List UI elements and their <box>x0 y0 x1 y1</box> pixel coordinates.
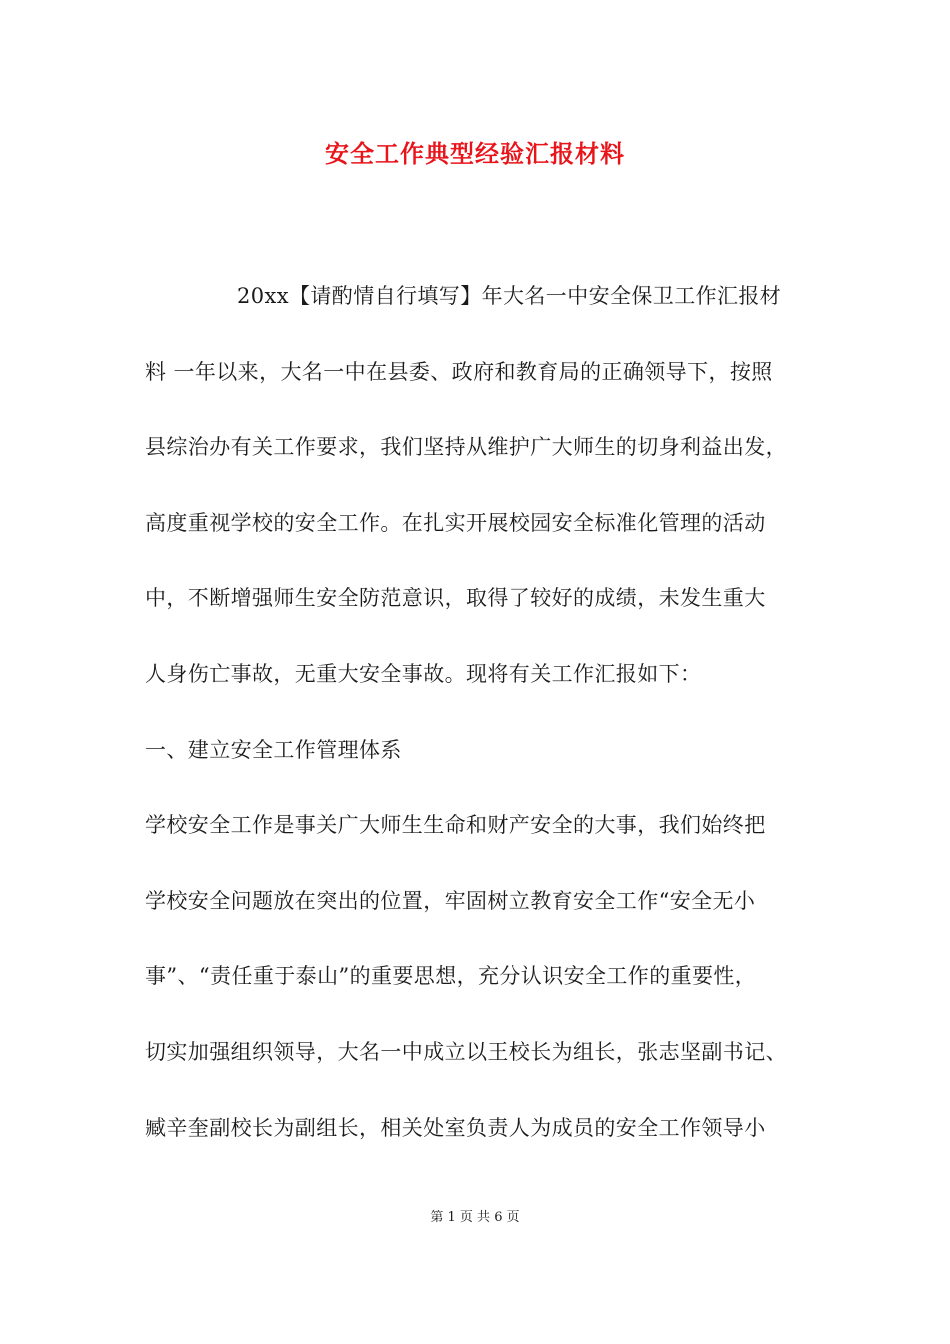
document-title: 安全工作典型经验汇报材料 <box>325 139 625 168</box>
body-line: 中，不断增强师生安全防范意识，取得了较好的成绩，未发生重大 <box>145 586 766 611</box>
document-body <box>145 276 815 1183</box>
body-line: 高度重视学校的安全工作。在扎实开展校园安全标准化管理的活动 <box>145 510 766 535</box>
body-line: 人身伤亡事故，无重大安全事故。现将有关工作汇报如下： <box>145 661 702 686</box>
page-number-footer: 第 1 页 共 6 页 <box>430 1210 520 1225</box>
body-line: 臧辛奎副校长为副组长，相关处室负责人为成员的安全工作领导小 <box>145 1115 766 1140</box>
body-line: 事”、“责任重于泰山”的重要思想，充分认识安全工作的重要性， <box>145 964 757 989</box>
body-line: 县综治办有关工作要求，我们坚持从维护广大师生的切身利益出发， <box>145 435 787 460</box>
section-heading: 一、建立安全工作管理体系 <box>145 737 402 762</box>
body-line: 20xx【请酌情自行填写】年大名一中安全保卫工作汇报材 <box>237 284 782 308</box>
body-line: 切实加强组织领导，大名一中成立以王校长为组长，张志坚副书记、 <box>145 1039 787 1064</box>
body-line: 料 一年以来，大名一中在县委、政府和教育局的正确领导下，按照 <box>145 359 773 384</box>
body-line: 学校安全问题放在突出的位置，牢固树立教育安全工作“安全无小 <box>145 888 756 913</box>
body-line: 学校安全工作是事关广大师生生命和财产安全的大事，我们始终把 <box>145 813 766 838</box>
